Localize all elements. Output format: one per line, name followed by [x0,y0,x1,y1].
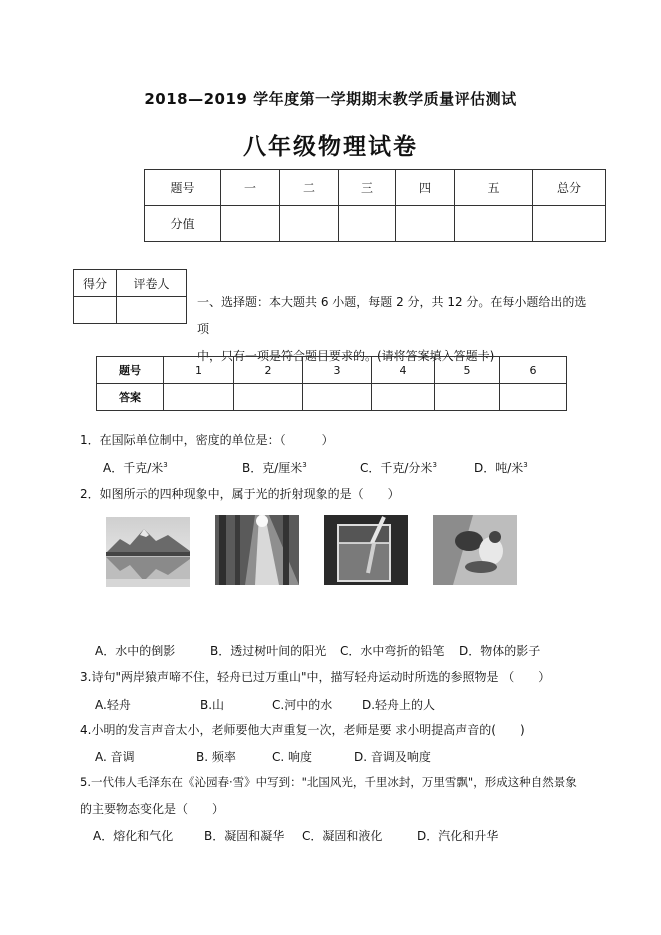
pencil-in-water-image [324,515,408,585]
q4-option-d: D. 音调及响度 [354,750,431,764]
score-value-cell [221,206,280,242]
sunlight-through-trees-image [215,515,299,585]
q4-option-c: C. 响度 [272,750,313,764]
q1-option-a-text: A．千克/米 [103,461,164,475]
q1-option-d [474,459,528,476]
score-cell-total: 总分 [533,170,606,206]
q2-stem: 2．如图所示的四种现象中，属于光的折射现象的是（ ） [80,487,400,501]
score-table-header-row [145,170,606,206]
score-cell-4: 四 [396,170,455,206]
answer-num-6: 6 [500,357,567,384]
score-cell-label: 题号 [145,170,221,206]
q1-option-b [242,459,307,476]
answer-num-1: 1 [164,357,234,384]
q3-option-b: B.山 [200,698,225,712]
grader-score-cell [74,297,117,324]
answer-cell [234,384,303,411]
paper-title: 八年级物理试卷 [243,134,418,160]
q1-option-b-text: B．克/厘米 [242,461,303,475]
answer-num-3: 3 [303,357,372,384]
q5-option-d: D．汽化和升华 [417,829,499,843]
q1-option-c [360,459,437,476]
q1-sup: 3 [302,461,307,469]
q1-option-a [103,459,168,476]
score-cell-3: 三 [339,170,396,206]
answer-cell [164,384,234,411]
q4-option-b: B. 频率 [196,750,236,764]
answer-cell [303,384,372,411]
answer-table [96,356,567,411]
score-value-cell [533,206,606,242]
answer-num-5: 5 [435,357,500,384]
score-value-label: 分值 [145,206,221,242]
score-table-value-row [145,206,606,242]
q1-stem: 1．在国际单位制中，密度的单位是：（ ） [80,433,334,447]
mountain-reflection-image [106,517,190,587]
answer-cell [500,384,567,411]
q1-option-c-text: C．千克/分米 [360,461,433,475]
answer-cell [435,384,500,411]
answer-table-answer-label: 答案 [97,384,164,411]
q5-stem-line1: 5.一代伟人毛泽东在《沁园春·雪》中写到："北国风光，千里冰封，万里雪飘"，形成这种自然景象 [80,775,577,789]
q5-option-a: A．熔化和气化 [93,829,174,843]
q1-sup: 3 [432,461,437,469]
q5-option-c: C．凝固和液化 [302,829,383,843]
exam-title: 2018—2019 学年度第一学期期末教学质量评估测试 [144,90,517,108]
score-cell-5: 五 [455,170,533,206]
q2-option-b: B．透过树叶间的阳光 [210,644,327,658]
section-intro-line1: 一、选择题：本大题共 6 小题，每题 2 分，共 12 分。在每小题给出的选项 [197,295,587,336]
answer-num-2: 2 [234,357,303,384]
q3-option-d: D.轻舟上的人 [362,698,436,712]
shadow-puppet-image [433,515,517,585]
score-value-cell [455,206,533,242]
score-cell-2: 二 [280,170,339,206]
score-value-cell [339,206,396,242]
score-value-cell [280,206,339,242]
q5-stem-line2: 的主要物态变化是（ ） [80,802,225,816]
score-value-cell [396,206,455,242]
q3-option-c: C.河中的水 [272,698,333,712]
grader-name-cell [117,297,187,324]
q4-stem: 4.小明的发言声音太小，老师要他大声重复一次，老师是要 求小明提高声音的( ) [80,723,525,737]
q2-option-d: D．物体的影子 [459,644,541,658]
grader-name-label: 评卷人 [117,270,187,297]
q1-option-d-text: D．吨/米 [474,461,524,475]
q1-sup: 3 [163,461,168,469]
q2-option-c: C．水中弯折的铅笔 [340,644,445,658]
grader-table [73,269,187,324]
section-intro-line2: 中，只有一项是符合题目要求的。(请将答案填入答题卡) [197,349,495,363]
answer-num-4: 4 [372,357,435,384]
score-cell-1: 一 [221,170,280,206]
grader-score-label: 得分 [74,270,117,297]
q3-option-a: A.轻舟 [95,698,131,712]
answer-cell [372,384,435,411]
score-table [144,169,606,242]
q5-option-b: B．凝固和凝华 [204,829,285,843]
q2-option-a: A．水中的倒影 [95,644,176,658]
answer-table-num-label: 题号 [97,357,164,384]
q1-sup: 3 [523,461,528,469]
q4-option-a: A. 音调 [95,750,135,764]
q3-stem: 3.诗句"两岸猿声啼不住，轻舟已过万重山"中，描写轻舟运动时所选的参照物是 （ ） [80,670,551,684]
